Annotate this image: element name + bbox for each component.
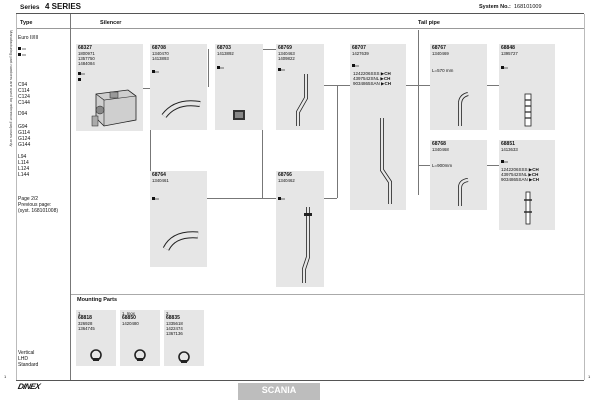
series-label: Series [20,4,40,11]
mounting-card-68835[interactable] [164,310,204,366]
dinex-logo: DINEX [17,382,41,391]
clamp-icon [231,108,247,122]
part-card-68766[interactable] [276,171,324,287]
part-refs: 1413633 [501,147,518,152]
fit-icon-left [18,46,26,60]
mounting-icon [78,70,86,88]
length-label: L=570 mm [432,68,454,73]
page-mark-right: 1 [588,374,591,379]
pipe-with-clamp-icon [294,201,320,285]
mounting-icon [501,60,509,78]
part-card-68767[interactable] [430,44,487,130]
page-mark-left: 1 [4,374,7,379]
mounting-index: 1. [78,311,82,316]
part-number: 68835 [166,315,180,321]
length-label: L=900mm [432,163,453,168]
cross-refs: 1242206SSS ▶CH 4397542SNL ▶CH 9034865SAN ▶CH [501,167,540,183]
clamp-icon [132,348,148,362]
part-card-68764[interactable] [150,171,207,267]
part-refs: 1800971 1357750 1484084 [78,51,95,66]
part-refs: 1340468 [432,147,449,152]
type-group-g: G94 G114 G124 G144 [18,124,31,148]
tailpipe-heading: Tail pipe [418,20,440,26]
mounting-index: 2. [166,311,170,316]
connector [208,49,209,87]
part-number: 68769 [278,45,292,51]
part-number: 68703 [217,45,231,51]
part-number: 68766 [278,172,292,178]
page-info: Page 2/2 Previous page: (syst. 168101008) [18,196,59,214]
part-refs: 1340463 1409822 [278,51,295,61]
series-value: 4 SERIES [45,2,82,11]
mounting-card-68818[interactable] [76,310,116,366]
part-refs: 1340462 [278,178,295,183]
part-number: 68764 [152,172,166,178]
brand-name: SCANIA [261,385,297,395]
mounting-icon [278,191,286,209]
part-refs: 1340470 1413893 [152,51,169,61]
connector [262,49,276,50]
heat-guard-icon [521,92,535,128]
part-number: 68818 [78,315,92,321]
bent-pipe-icon [162,225,202,255]
part-number: 68708 [152,45,166,51]
header-rule [16,13,584,14]
system-number-value: 168101009 [514,4,542,10]
mounting-icon [152,64,160,82]
part-number: 68848 [501,45,515,51]
part-refs: 1413892 [217,51,234,56]
connector [487,85,499,86]
part-number: 68327 [78,45,92,51]
part-number: 68851 [501,141,515,147]
part-card-68768[interactable] [430,140,487,210]
orientation-info: Vertical LHD Standard [18,350,39,368]
connector [418,165,430,166]
part-card-68703[interactable] [215,44,263,130]
mounting-card-68850[interactable] [120,310,160,366]
system-number-label: System No.: [479,4,511,10]
type-group-l: L94 L114 L124 L144 [18,154,30,178]
connector [418,30,419,195]
section-rule [16,28,584,29]
part-card-68708[interactable] [150,44,207,130]
bent-pipe-icon [160,94,204,124]
connector [487,165,499,166]
part-refs: 1395727 [501,51,518,56]
clamp-icon [176,350,192,364]
silencer-heading: Silencer [100,20,122,26]
connector [337,85,338,198]
footer-rule [16,380,584,381]
part-number: 68767 [432,45,446,51]
column-divider [70,14,71,380]
part-refs: 326928 1364745 [78,321,95,331]
right-border [584,14,585,380]
type-d94: D94 [18,111,28,117]
tailpipe-icon [454,92,474,128]
tailpipe-icon [454,178,474,208]
type-group-c: C94 C114 C124 C144 [18,82,30,106]
mounting-heading: Mounting Parts [77,297,118,303]
silencer-box-icon [90,86,140,128]
part-refs: 1335618 1422474 1367136 [166,321,183,336]
part-refs: 1420480 [122,321,139,326]
part-refs: 1427639 [352,51,369,56]
mounting-index: 1. Inox [122,311,135,316]
left-border [16,14,17,380]
mounting-icon [278,62,286,80]
part-refs: 1340461 [152,178,169,183]
part-card-68327[interactable] [76,44,143,131]
euro-label: Euro II/III [18,35,39,41]
mounting-rule [71,294,584,295]
long-pipe-icon [368,116,402,206]
part-refs: 1340469 [432,51,449,56]
straight-pipe-icon [290,72,314,128]
mounting-icon [217,60,225,78]
clamp-icon [88,348,104,362]
part-card-68851[interactable] [499,140,555,230]
part-card-68707[interactable] [350,44,406,210]
part-number: 68707 [352,45,366,51]
part-number: 68850 [122,315,136,321]
side-note: Manufacturing part numbers are used for reference purposes only [9,30,14,147]
part-number: 68768 [432,141,446,147]
heat-guard-icon [521,190,535,226]
part-card-68769[interactable] [276,44,324,130]
connector [143,88,150,89]
cross-refs: 1242206SSS ▶CH 4397542SNL ▶CH 9034865SAN ▶CH [353,71,392,87]
type-heading: Type [20,20,33,26]
connector [324,198,337,199]
part-card-68848[interactable] [499,44,555,130]
mounting-icon [152,191,160,209]
